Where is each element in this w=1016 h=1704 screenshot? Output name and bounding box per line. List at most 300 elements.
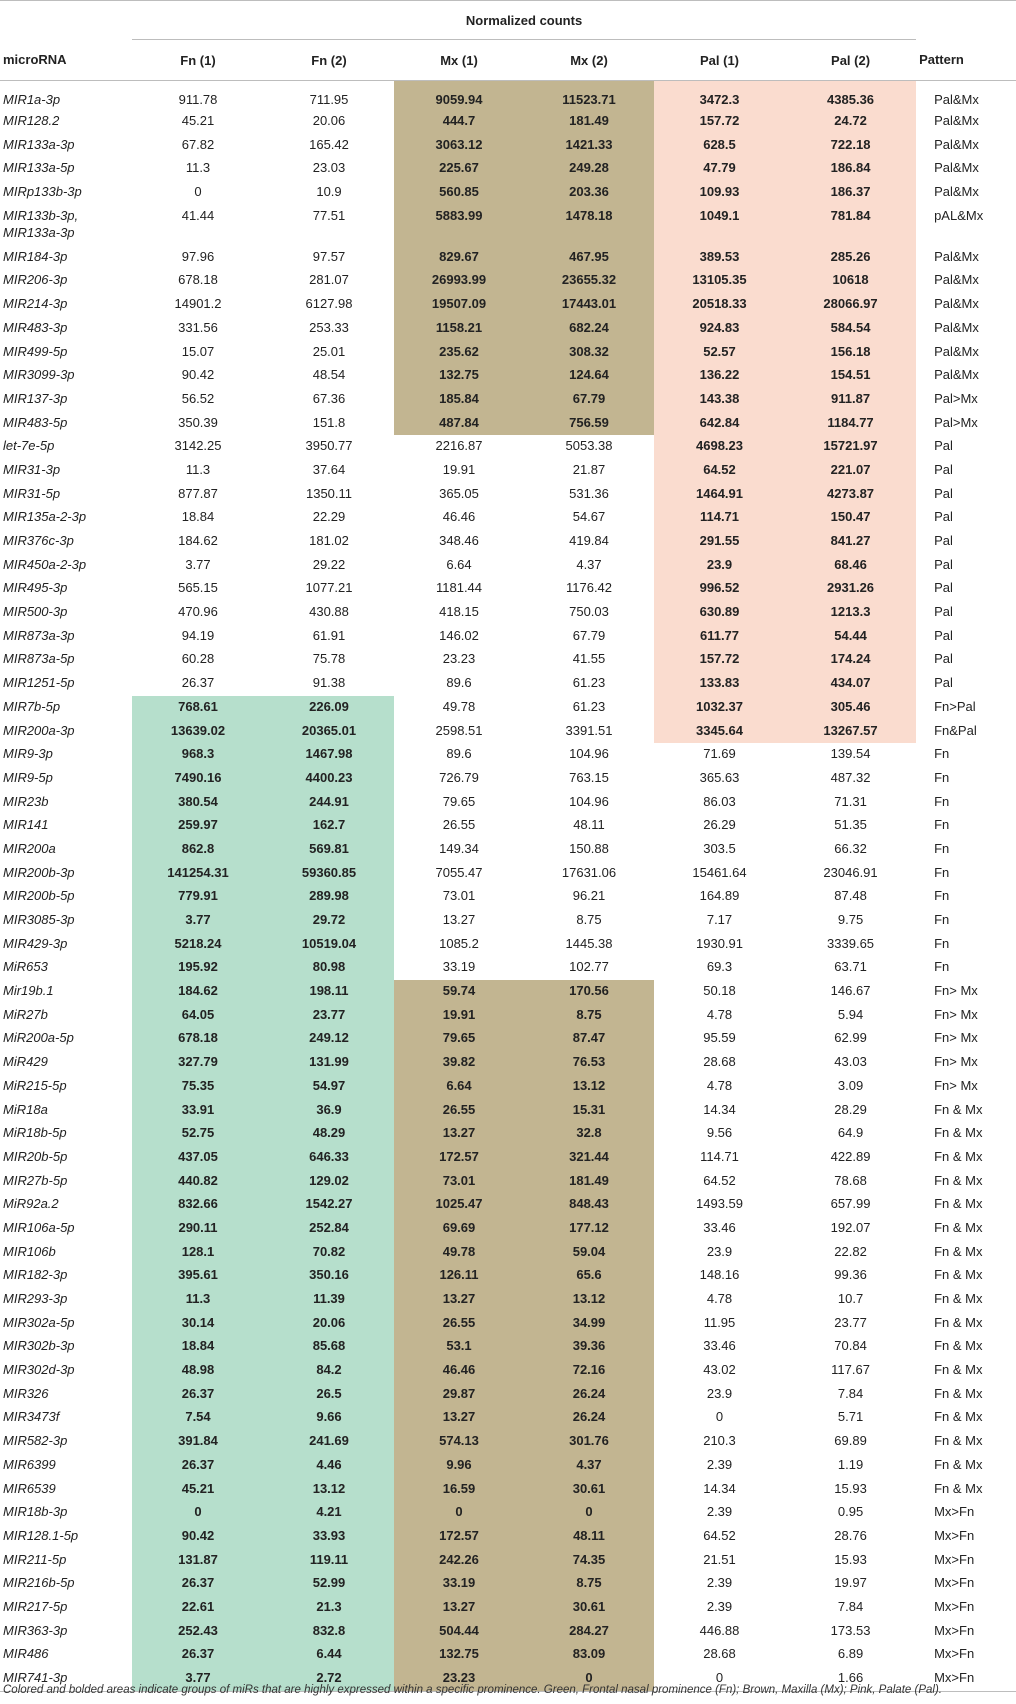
pattern-cell: Fn & Mx	[934, 1456, 983, 1472]
mx1-cell: 73.01	[442, 888, 476, 904]
mx2-cell: 39.36	[524, 1335, 654, 1359]
table-row	[0, 1335, 1016, 1359]
table-row	[0, 483, 1016, 507]
mx2-cell: 1478.18	[524, 205, 654, 246]
pattern-cell: Fn	[934, 935, 950, 951]
fn2-cell: 22.29	[312, 509, 346, 525]
table-row	[0, 625, 1016, 649]
mx2-cell: 1445.38	[565, 935, 613, 951]
pattern-cell: Fn> Mx	[934, 1030, 978, 1046]
mx2-cell: 13.12	[524, 1288, 654, 1312]
mx1-cell: 132.75	[394, 1643, 524, 1667]
mx1-cell: 13.27	[394, 1288, 524, 1312]
pattern-cell: Pal	[934, 556, 953, 572]
pattern-cell: Fn & Mx	[934, 1338, 983, 1354]
fn2-cell: 1350.11	[305, 485, 353, 501]
mx2-cell: 170.56	[524, 980, 654, 1004]
fn2-cell: 350.16	[264, 1264, 394, 1288]
pattern-cell: Fn & Mx	[934, 1480, 983, 1496]
pattern-cell: Fn & Mx	[934, 1433, 983, 1449]
pal1-cell: 4.78	[706, 1006, 733, 1022]
microrna-cell: MIR873a-3p	[3, 627, 75, 643]
pal2-cell: 174.24	[785, 648, 916, 672]
fn1-cell: 30.14	[132, 1312, 264, 1336]
pattern-cell: Pal	[934, 604, 953, 620]
mx1-cell: 13.27	[442, 912, 476, 927]
mx1-cell: 1181.44	[435, 580, 483, 596]
mx1-cell: 0	[394, 1501, 524, 1525]
pal2-cell: 1213.3	[785, 601, 916, 625]
pal1-cell: 43.02	[703, 1362, 736, 1378]
table-row	[0, 1359, 1016, 1383]
table-row	[0, 720, 1016, 744]
mx1-cell: 19.91	[394, 1004, 524, 1028]
fn2-cell: 29.22	[312, 556, 346, 572]
microrna-cell: MIR429-3p	[3, 935, 68, 951]
pattern-cell: Mx>Fn	[916, 1667, 1016, 1691]
table-row	[0, 157, 1016, 181]
fn1-cell: 440.82	[132, 1170, 264, 1194]
microrna-cell: MIR200a	[3, 840, 56, 856]
mx2-cell: 102.77	[569, 959, 609, 975]
pal1-cell: 3345.64	[654, 720, 785, 744]
fn2-cell: 70.82	[264, 1241, 394, 1265]
mx2-cell: 11523.71	[524, 81, 654, 111]
mx2-cell: 59.04	[524, 1241, 654, 1265]
microrna-cell: MIR873a-5p	[3, 651, 75, 667]
pal1-cell: 611.77	[654, 625, 785, 649]
mx1-cell: 29.87	[394, 1383, 524, 1407]
table-row	[0, 743, 1016, 767]
fn2-cell: 29.72	[264, 909, 394, 933]
mx1-cell: 53.1	[394, 1335, 524, 1359]
mx2-cell: 67.79	[524, 388, 654, 412]
pal2-cell: 71.31	[834, 793, 867, 809]
microrna-cell: MIR141	[3, 817, 49, 833]
table-row	[0, 205, 1016, 246]
fn1-cell: 470.96	[178, 604, 218, 620]
microrna-cell: let-7e-5p	[3, 438, 55, 454]
microrna-cell: MiR27b	[3, 1006, 48, 1022]
pal1-cell: 69.3	[706, 959, 733, 975]
mx1-cell: 487.84	[394, 412, 524, 436]
mx1-cell: 33.19	[442, 959, 476, 975]
mx1-cell: 19.91	[442, 461, 476, 477]
mx2-cell: 61.23	[572, 698, 606, 714]
table-row	[0, 577, 1016, 601]
pattern-cell: Pal&Mx	[934, 92, 979, 107]
mx1-cell: 69.69	[394, 1217, 524, 1241]
microrna-cell: MIR31-5p	[3, 485, 61, 501]
fn2-cell: 289.98	[264, 885, 394, 909]
mx2-cell: 4.37	[576, 556, 602, 572]
pal2-cell: 5.94	[837, 1006, 864, 1022]
mx2-cell: 750.03	[569, 604, 609, 620]
pal2-cell: 70.84	[834, 1338, 867, 1354]
microrna-cell: MIR495-3p	[3, 580, 68, 596]
pattern-cell: pAL&Mx	[934, 207, 984, 223]
fn2-cell: 249.12	[264, 1027, 394, 1051]
pattern-cell: Fn & Mx	[934, 1243, 983, 1259]
pal1-cell: 0	[654, 1667, 785, 1691]
pal1-cell: 23.9	[706, 1385, 733, 1401]
column-header-fn2: Fn (2)	[264, 40, 394, 81]
pal1-cell: 71.69	[703, 746, 736, 762]
pal1-cell: 26.29	[703, 817, 736, 833]
pal1-cell: 114.71	[654, 506, 785, 530]
mx1-cell: 242.26	[394, 1549, 524, 1573]
mx1-cell: 726.79	[439, 769, 479, 785]
fn2-cell: 198.11	[264, 980, 394, 1004]
fn1-cell: 779.91	[132, 885, 264, 909]
pal1-cell: 47.79	[654, 157, 785, 181]
pattern-cell: Fn	[934, 912, 950, 927]
pal2-cell: 146.67	[830, 983, 871, 999]
mx2-cell: 30.61	[524, 1478, 654, 1502]
mx1-cell: 172.57	[394, 1146, 524, 1170]
pal1-cell: 28.68	[703, 1054, 736, 1070]
fn2-cell: 151.8	[312, 414, 346, 430]
microrna-cell: MIR184-3p	[3, 248, 68, 264]
table-row	[0, 1525, 1016, 1549]
table-row	[0, 1004, 1016, 1028]
pal1-cell: 924.83	[654, 317, 785, 341]
table-row	[0, 1027, 1016, 1051]
fn1-cell: 75.35	[132, 1075, 264, 1099]
mx2-cell: 13.12	[524, 1075, 654, 1099]
pal1-cell: 133.83	[654, 672, 785, 696]
table-row	[0, 1620, 1016, 1644]
mx1-cell: 418.15	[439, 604, 479, 620]
fn2-cell: 1077.21	[305, 580, 353, 596]
pal2-cell: 305.46	[785, 696, 916, 720]
microrna-cell: MIR483-5p	[3, 414, 68, 430]
fn2-cell: 10.9	[316, 184, 342, 200]
pal1-cell: 11.95	[703, 1314, 736, 1330]
table-row	[0, 1406, 1016, 1430]
fn1-cell: 33.91	[132, 1099, 264, 1123]
pattern-cell: Pal	[934, 651, 953, 667]
mx2-cell: 756.59	[524, 412, 654, 436]
pattern-cell: Pal&Mx	[934, 248, 979, 264]
pattern-cell: Pal&Mx	[934, 319, 979, 335]
pattern-cell: Fn	[934, 840, 950, 856]
pal2-cell: 15.93	[834, 1480, 867, 1496]
pal2-cell: 78.68	[834, 1172, 867, 1188]
pattern-cell: Pal&Mx	[934, 184, 979, 200]
table-row	[0, 110, 1016, 134]
mx2-cell: 17443.01	[524, 293, 654, 317]
fn1-cell: 11.3	[185, 160, 211, 176]
fn1-cell: 97.96	[181, 248, 215, 264]
fn2-cell: 20.06	[264, 1312, 394, 1336]
fn2-cell: 54.97	[264, 1075, 394, 1099]
pattern-cell: Pal	[934, 509, 953, 525]
microrna-cell: MIR211-5p	[3, 1551, 67, 1567]
pattern-cell: Pal&Mx	[934, 296, 979, 312]
fn2-cell: 253.33	[309, 319, 349, 335]
pattern-cell: Pal	[934, 675, 953, 691]
pattern-cell: Fn	[934, 793, 950, 809]
microrna-cell: MIR1251-5p	[3, 675, 75, 691]
fn1-cell: 5218.24	[132, 933, 264, 957]
microrna-cell: Mir19b.1	[3, 983, 54, 999]
mx2-cell: 203.36	[524, 181, 654, 205]
pal1-cell: 33.46	[703, 1219, 736, 1235]
microrna-cell: MIR9-5p	[3, 769, 53, 785]
mx2-cell: 5053.38	[565, 438, 613, 454]
pal2-cell: 1.66	[785, 1667, 916, 1691]
microrna-cell: MiR92a.2	[3, 1196, 59, 1212]
pal1-cell: 0	[715, 1409, 724, 1425]
microrna-cell: MIR486	[3, 1646, 49, 1662]
pattern-cell: Pal&Mx	[934, 160, 979, 176]
pal2-cell: 1.19	[837, 1456, 864, 1472]
pal2-cell: 23.77	[834, 1314, 867, 1330]
mx1-cell: 73.01	[394, 1170, 524, 1194]
pattern-cell: Fn	[934, 817, 950, 833]
pal1-cell: 9.56	[706, 1125, 733, 1141]
table-row	[0, 1264, 1016, 1288]
fn1-cell: 90.42	[181, 367, 215, 383]
table-header	[0, 1, 1016, 81]
mx2-cell: 65.6	[524, 1264, 654, 1288]
pal2-cell: 841.27	[785, 530, 916, 554]
mx1-cell: 1085.2	[439, 935, 479, 951]
pal1-cell: 52.57	[654, 341, 785, 365]
fn2-cell: 48.29	[264, 1122, 394, 1146]
microrna-cell: MIR200b-3p	[3, 864, 75, 880]
pattern-cell: Fn	[934, 959, 950, 975]
mx1-cell: 59.74	[394, 980, 524, 1004]
pal2-cell: 3.09	[837, 1077, 864, 1093]
table-row	[0, 838, 1016, 862]
mx1-cell: 16.59	[394, 1478, 524, 1502]
pal2-cell: 7.84	[837, 1598, 864, 1614]
mx1-cell: 46.46	[442, 509, 476, 525]
pattern-cell: Pal	[934, 485, 953, 501]
table-row	[0, 909, 1016, 933]
table-row	[0, 1217, 1016, 1241]
pal2-cell: 64.9	[837, 1125, 864, 1141]
pal1-cell: 4698.23	[654, 435, 785, 459]
pal1-cell: 14.34	[703, 1480, 736, 1496]
mx2-cell: 8.75	[524, 1572, 654, 1596]
fn1-cell: 391.84	[132, 1430, 264, 1454]
fn2-cell: 646.33	[264, 1146, 394, 1170]
mx1-cell: 132.75	[394, 364, 524, 388]
table-row	[0, 459, 1016, 483]
microrna-cell: MIR7b-5p	[3, 698, 61, 714]
fn2-cell: 75.78	[312, 651, 346, 667]
fn1-cell: 18.84	[181, 509, 215, 525]
fn1-cell: 259.97	[132, 814, 264, 838]
pal2-cell: 87.48	[834, 888, 867, 904]
mx1-cell: 126.11	[394, 1264, 524, 1288]
fn1-cell: 90.42	[132, 1525, 264, 1549]
mx1-cell: 444.7	[394, 110, 524, 134]
pattern-cell: Mx>Fn	[934, 1646, 975, 1662]
pal1-cell: 630.89	[654, 601, 785, 625]
mx1-cell: 13.27	[394, 1596, 524, 1620]
pal1-cell: 2.39	[706, 1598, 733, 1614]
mx2-cell: 467.95	[524, 246, 654, 270]
mx2-cell: 181.49	[524, 1170, 654, 1194]
microrna-cell: MIR293-3p	[3, 1291, 68, 1306]
fn2-cell: 4400.23	[264, 767, 394, 791]
fn2-cell: 226.09	[264, 696, 394, 720]
pal2-cell: 10618	[785, 269, 916, 293]
fn1-cell: 877.87	[178, 485, 218, 501]
mx2-cell: 76.53	[524, 1051, 654, 1075]
pal2-cell: 186.37	[785, 181, 916, 205]
table-row	[0, 885, 1016, 909]
table-row	[0, 1241, 1016, 1265]
pal2-cell: 584.54	[785, 317, 916, 341]
mx1-cell: 504.44	[394, 1620, 524, 1644]
fn1-cell: 327.79	[132, 1051, 264, 1075]
pal2-cell: 66.32	[834, 840, 867, 856]
pattern-cell: Fn & Mx	[934, 1172, 983, 1188]
table-row	[0, 1572, 1016, 1596]
table-row	[0, 341, 1016, 365]
table-row	[0, 862, 1016, 886]
pal2-cell: 221.07	[785, 459, 916, 483]
pal2-cell: 173.53	[830, 1622, 871, 1638]
pattern-cell: Pal	[934, 438, 953, 454]
pal2-cell: 43.03	[834, 1054, 867, 1070]
table-row	[0, 1075, 1016, 1099]
fn1-cell: 290.11	[132, 1217, 264, 1241]
pal2-cell: 0.95	[837, 1504, 864, 1520]
pal1-cell: 21.51	[703, 1551, 736, 1567]
mx1-cell: 365.05	[439, 485, 479, 501]
pal1-cell: 64.52	[703, 1527, 736, 1543]
fn2-cell: 25.01	[312, 343, 346, 359]
mx2-cell: 34.99	[524, 1312, 654, 1336]
pattern-cell: Fn & Mx	[934, 1314, 983, 1330]
microrna-cell: MIR214-3p	[3, 296, 68, 312]
pattern-cell: Pal>Mx	[934, 414, 978, 430]
microrna-cell: MIR3473f	[3, 1409, 60, 1425]
table-row	[0, 506, 1016, 530]
pal2-cell: 4273.87	[785, 483, 916, 507]
fn1-cell: 26.37	[132, 1572, 264, 1596]
fn1-cell: 678.18	[132, 1027, 264, 1051]
microrna-cell: MIR23b	[3, 793, 49, 809]
mx2-cell: 30.61	[524, 1596, 654, 1620]
fn2-cell: 244.91	[264, 791, 394, 815]
mx1-cell: 23.23	[394, 1667, 524, 1691]
table-row	[0, 1122, 1016, 1146]
pal1-cell: 3472.3	[654, 81, 785, 111]
pal2-cell: 15.93	[834, 1551, 867, 1567]
fn1-cell: 3142.25	[174, 438, 222, 454]
pattern-cell: Fn> Mx	[934, 983, 978, 999]
mx2-cell: 848.43	[524, 1193, 654, 1217]
pal2-cell: 99.36	[834, 1267, 867, 1283]
microrna-cell: MIR31-3p	[3, 461, 61, 477]
pal2-cell: 186.84	[785, 157, 916, 181]
table-row	[0, 1051, 1016, 1075]
fn1-cell: 15.07	[181, 343, 215, 359]
mx2-cell: 301.76	[524, 1430, 654, 1454]
pal2-cell: 150.47	[785, 506, 916, 530]
pal2-cell: 781.84	[785, 205, 916, 246]
pal2-cell: 285.26	[785, 246, 916, 270]
pal1-cell: 13105.35	[654, 269, 785, 293]
pal1-cell: 86.03	[703, 793, 736, 809]
pattern-cell: Mx>Fn	[934, 1622, 975, 1638]
column-header-pattern: Pattern	[916, 40, 1016, 81]
fn1-cell: 7490.16	[132, 767, 264, 791]
mx2-cell: 72.16	[524, 1359, 654, 1383]
microrna-cell: MIR500-3p	[3, 604, 68, 620]
fn1-cell: 0	[132, 1501, 264, 1525]
fn2-cell: 59360.85	[264, 862, 394, 886]
pal1-cell: 28.68	[703, 1646, 736, 1662]
microrna-cell: MIR376c-3p	[3, 533, 74, 548]
table-row	[0, 814, 1016, 838]
mx2-cell: 284.27	[524, 1620, 654, 1644]
mx2-cell: 249.28	[524, 157, 654, 181]
mx2-cell: 124.64	[524, 364, 654, 388]
pal1-cell: 4.78	[706, 1291, 733, 1306]
pal1-cell: 303.5	[703, 840, 736, 856]
microrna-cell: MIR217-5p	[3, 1598, 68, 1614]
pal1-cell: 389.53	[654, 246, 785, 270]
pal2-cell: 139.54	[830, 746, 871, 762]
fn1-cell: 832.66	[132, 1193, 264, 1217]
fn2-cell: 21.3	[264, 1596, 394, 1620]
mx1-cell: 33.19	[394, 1572, 524, 1596]
pal2-cell: 51.35	[834, 817, 867, 833]
fn1-cell: 968.3	[132, 743, 264, 767]
table-row	[0, 364, 1016, 388]
pal1-cell: 1032.37	[654, 696, 785, 720]
table-row	[0, 956, 1016, 980]
mx1-cell: 146.02	[439, 627, 479, 643]
fn1-cell: 911.78	[178, 92, 218, 107]
table-row	[0, 1193, 1016, 1217]
fn2-cell: 252.84	[264, 1217, 394, 1241]
mx2-cell: 181.49	[524, 110, 654, 134]
table-row	[0, 1478, 1016, 1502]
fn1-cell: 94.19	[181, 627, 215, 643]
table-row	[0, 181, 1016, 205]
pal1-cell: 4.78	[706, 1077, 733, 1093]
microrna-cell: MIR106b	[3, 1243, 56, 1259]
pattern-cell: Pal	[934, 533, 953, 548]
fn2-cell: 37.64	[312, 461, 346, 477]
pattern-cell: Pal&Mx	[934, 113, 979, 128]
pal1-cell: 1930.91	[696, 935, 743, 951]
pattern-cell: Fn	[934, 864, 950, 880]
fn1-cell: 437.05	[132, 1146, 264, 1170]
fn1-cell: 252.43	[132, 1620, 264, 1644]
fn2-cell: 6.44	[264, 1643, 394, 1667]
fn1-cell: 131.87	[132, 1549, 264, 1573]
fn1-cell: 67.82	[181, 136, 215, 152]
mx1-cell: 829.67	[394, 246, 524, 270]
pattern-cell: Fn> Mx	[934, 1077, 978, 1093]
mx2-cell: 0	[524, 1667, 654, 1691]
pal1-cell: 291.55	[654, 530, 785, 554]
pal1-cell: 446.88	[699, 1622, 740, 1638]
mx1-cell: 89.6	[446, 746, 472, 762]
table-row	[0, 1099, 1016, 1123]
fn2-cell: 67.36	[312, 390, 346, 406]
